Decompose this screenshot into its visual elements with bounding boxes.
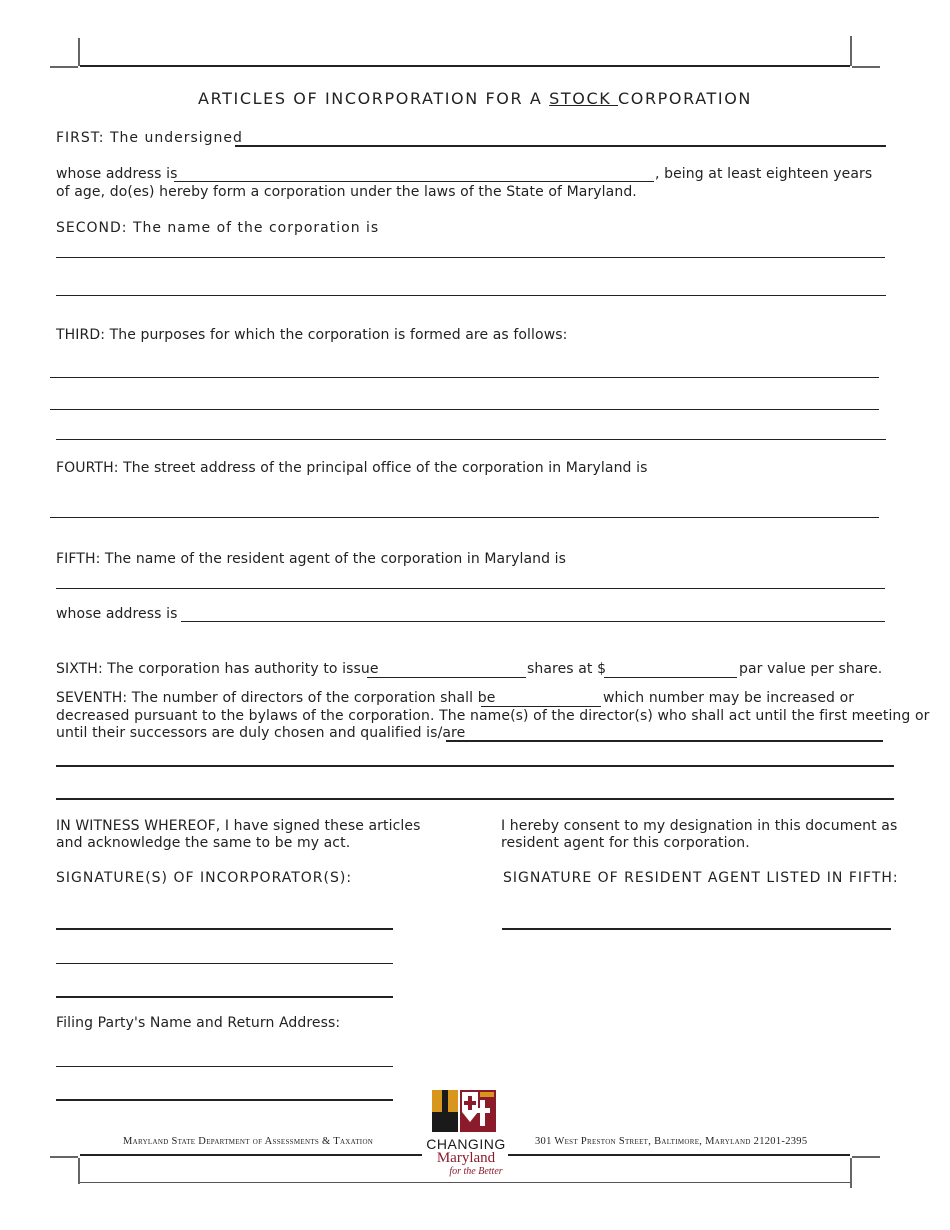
seventh-text-after: which number may be increased or [603, 690, 855, 706]
logo-line1: CHANGING [426, 1136, 506, 1152]
sixth-par-text: par value per share. [739, 661, 883, 677]
third-label: THIRD: The purposes for which the corporation is formed are as follows: [56, 327, 568, 343]
directors-names-field-3[interactable] [56, 798, 894, 800]
corner-mark-bottom-right [850, 1158, 852, 1188]
resident-agent-signature-field[interactable] [502, 928, 891, 930]
incorporator-address-field[interactable] [174, 181, 654, 182]
par-value-field[interactable] [604, 677, 737, 678]
bottom-border-rule [80, 1182, 850, 1183]
maryland-flag-icon [420, 1086, 512, 1138]
footer-agency: Maryland State Department of Assessments & Taxation [123, 1136, 374, 1147]
resident-agent-signature-label: SIGNATURE OF RESIDENT AGENT LISTED IN FIFTH: [503, 870, 899, 886]
corner-mark-top-left [78, 38, 80, 66]
corner-mark-top-right-h [852, 66, 880, 68]
authorized-shares-field[interactable] [367, 677, 526, 678]
title-suffix: CORPORATION [618, 89, 752, 108]
first-address-label: whose address is [56, 166, 178, 182]
resident-agent-address-field[interactable] [181, 621, 885, 622]
resident-agent-name-field[interactable] [56, 588, 885, 589]
footer-rule-left [80, 1154, 422, 1156]
fourth-label: FOURTH: The street address of the principal office of the corporation in Maryland is [56, 460, 648, 476]
incorporator-signature-label: SIGNATURE(S) OF INCORPORATOR(S): [56, 870, 353, 886]
footer-address: 301 West Preston Street, Baltimore, Maryland 21201-2395 [535, 1136, 808, 1147]
corner-mark-bottom-left-h [50, 1156, 78, 1158]
consent-line1: I hereby consent to my designation in this document as [501, 818, 898, 834]
corner-mark-bottom-left [78, 1158, 80, 1184]
corporation-name-field-2[interactable] [56, 295, 886, 296]
directors-names-field-2[interactable] [56, 765, 894, 767]
filing-party-label: Filing Party's Name and Return Address: [56, 1015, 341, 1031]
corner-mark-bottom-right-h [852, 1156, 880, 1158]
logo-line2: Maryland [436, 1150, 496, 1166]
corner-mark-top-left-h [50, 66, 78, 68]
fifth-label: FIFTH: The name of the resident agent of the corporation in Maryland is [56, 551, 567, 567]
incorporator-signature-field-1[interactable] [56, 928, 393, 930]
title-prefix: ARTICLES OF INCORPORATION FOR A [198, 89, 550, 108]
seventh-line3: until their successors are duly chosen and qualified is/are [56, 725, 466, 741]
title-emphasis: STOCK [549, 89, 618, 108]
filing-party-field-1[interactable] [56, 1066, 393, 1067]
first-clause-text: of age, do(es) hereby form a corporation under the laws of the State of Maryland. [56, 184, 637, 200]
filing-party-field-2[interactable] [56, 1099, 393, 1101]
sixth-label: SIXTH: The corporation has authority to issue [56, 661, 379, 677]
witness-line2: and acknowledge the same to be my act. [56, 835, 351, 851]
incorporator-signature-field-2[interactable] [56, 963, 393, 964]
seventh-label: SEVENTH: The number of directors of the corporation shall be [56, 690, 496, 706]
maryland-logo [420, 1086, 512, 1182]
top-border-rule [80, 65, 850, 67]
first-age-text: , being at least eighteen years [655, 166, 873, 182]
fifth-address-label: whose address is [56, 606, 178, 622]
principal-office-field[interactable] [50, 517, 879, 518]
corner-mark-top-right [850, 36, 852, 66]
incorporator-name-field[interactable] [235, 145, 886, 147]
directors-names-field-1[interactable] [446, 740, 883, 742]
purpose-field-3[interactable] [56, 439, 886, 440]
footer-rule-right [508, 1154, 850, 1156]
witness-line1: IN WITNESS WHEREOF, I have signed these articles [56, 818, 421, 834]
consent-line2: resident agent for this corporation. [501, 835, 750, 851]
number-of-directors-field[interactable] [481, 706, 601, 707]
purpose-field-1[interactable] [50, 377, 879, 378]
corporation-name-field-1[interactable] [56, 257, 885, 258]
page-title [0, 89, 950, 108]
first-label: FIRST: The undersigned [56, 130, 243, 146]
second-label: SECOND: The name of the corporation is [56, 220, 380, 236]
purpose-field-2[interactable] [50, 409, 879, 410]
logo-line3: for the Better [449, 1166, 503, 1177]
sixth-shares-text: shares at $ [527, 661, 607, 677]
seventh-line2: decreased pursuant to the bylaws of the corporation. The name(s) of the director(s) who shall act until the first meeting or [56, 708, 930, 724]
incorporator-signature-field-3[interactable] [56, 996, 393, 998]
